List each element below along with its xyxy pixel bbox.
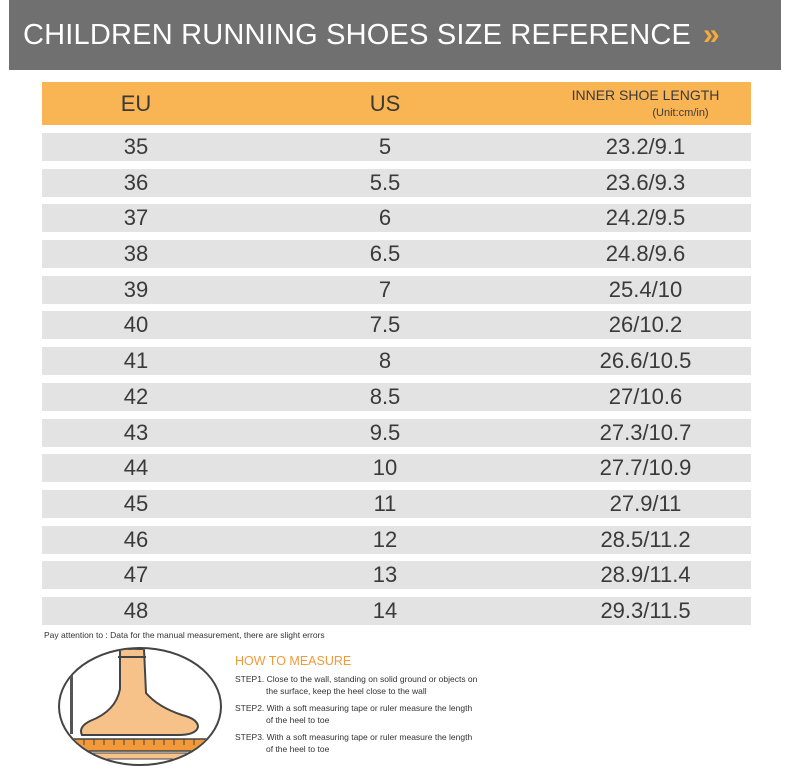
table-row	[42, 490, 751, 518]
foot-measure-icon	[58, 647, 222, 766]
cell-inner-length: 27.9/11	[609, 490, 682, 516]
table-row	[42, 169, 751, 197]
cell-inner-length: 28.9/11.4	[600, 562, 691, 588]
cell-eu: 40	[123, 312, 149, 338]
cell-inner-length: 24.2/9.5	[605, 205, 686, 231]
page-title: CHILDREN RUNNING SHOES SIZE REFERENCE	[23, 18, 692, 51]
cell-inner-length: 23.2/9.1	[605, 134, 686, 159]
cell-eu: 35	[123, 134, 149, 159]
cell-us: 8	[378, 348, 392, 374]
cell-inner-length: 26/10.2	[608, 312, 683, 338]
table-row	[42, 204, 751, 232]
cell-us: 8.5	[369, 383, 401, 409]
table-row	[42, 597, 751, 625]
cell-eu: 39	[123, 276, 149, 302]
cell-inner-length: 27.7/10.9	[599, 455, 692, 481]
step-2-line2: of the heel to toe	[266, 715, 330, 725]
cell-us: 13	[372, 562, 398, 588]
cell-inner-length: 23.6/9.3	[605, 169, 686, 195]
step-2	[235, 702, 472, 726]
cell-eu: 42	[123, 383, 149, 409]
measurement-note: Pay attention to : Data for the manual measurement, there are slight errors	[44, 630, 325, 640]
cell-us: 5.5	[369, 169, 401, 195]
header-unit: (Unit:cm/in)	[652, 106, 709, 119]
cell-eu: 46	[123, 526, 149, 552]
cell-inner-length: 28.5/11.2	[600, 526, 691, 552]
cell-us: 12	[372, 526, 398, 552]
cell-eu: 43	[123, 419, 149, 445]
cell-us: 9.5	[369, 419, 401, 445]
cell-eu: 36	[123, 169, 149, 195]
cell-inner-length: 24.8/9.6	[605, 241, 686, 267]
step-2-line1: STEP2. With a soft measuring tape or ruler measure the length	[235, 703, 473, 713]
cell-inner-length: 27.3/10.7	[599, 419, 692, 445]
cell-eu: 48	[123, 597, 149, 623]
table-row	[42, 311, 751, 339]
step-1-line1: STEP1. Close to the wall, standing on solid ground or objects on	[235, 674, 478, 684]
cell-inner-length: 25.4/10	[608, 276, 683, 302]
cell-eu: 44	[123, 455, 149, 481]
double-chevron-icon: »	[703, 18, 712, 51]
step-3	[235, 731, 472, 755]
step-1-line2: the surface, keep the heel close to the wall	[266, 686, 427, 696]
cell-eu: 41	[123, 348, 149, 374]
cell-us: 7	[378, 276, 392, 302]
cell-us: 11	[373, 490, 397, 516]
table-row	[42, 133, 751, 161]
step-1	[235, 673, 477, 697]
table-row	[42, 347, 751, 375]
cell-eu: 37	[123, 205, 149, 231]
header-us: US	[369, 90, 401, 116]
cell-us: 14	[372, 597, 398, 623]
table-row	[42, 561, 751, 589]
cell-us: 6	[378, 205, 392, 231]
cell-inner-length: 29.3/11.5	[600, 597, 691, 623]
cell-eu: 47	[123, 562, 149, 588]
how-to-measure-title: HOW TO MEASURE	[235, 654, 352, 668]
table-row	[42, 276, 751, 304]
cell-eu: 38	[123, 241, 149, 267]
table-header	[42, 82, 751, 125]
table-row	[42, 526, 751, 554]
cell-inner-length: 27/10.6	[608, 383, 683, 409]
cell-us: 10	[372, 455, 398, 481]
header-inner-length	[540, 86, 751, 122]
header-inner-label: INNER SHOE LENGTH	[571, 86, 720, 103]
table-row	[42, 419, 751, 447]
cell-us: 7.5	[369, 312, 401, 338]
step-3-line1: STEP3. With a soft measuring tape or ruler measure the length	[235, 732, 473, 742]
cell-eu: 45	[123, 490, 149, 516]
table-row	[42, 383, 751, 411]
title-banner	[9, 0, 781, 70]
cell-us: 5	[378, 134, 392, 159]
cell-inner-length: 26.6/10.5	[599, 348, 692, 374]
table-row	[42, 454, 751, 482]
step-3-line2: of the heel to toe	[266, 744, 330, 754]
header-eu: EU	[120, 90, 152, 116]
size-table-body	[42, 133, 751, 633]
table-row	[42, 240, 751, 268]
cell-us: 6.5	[369, 241, 401, 267]
